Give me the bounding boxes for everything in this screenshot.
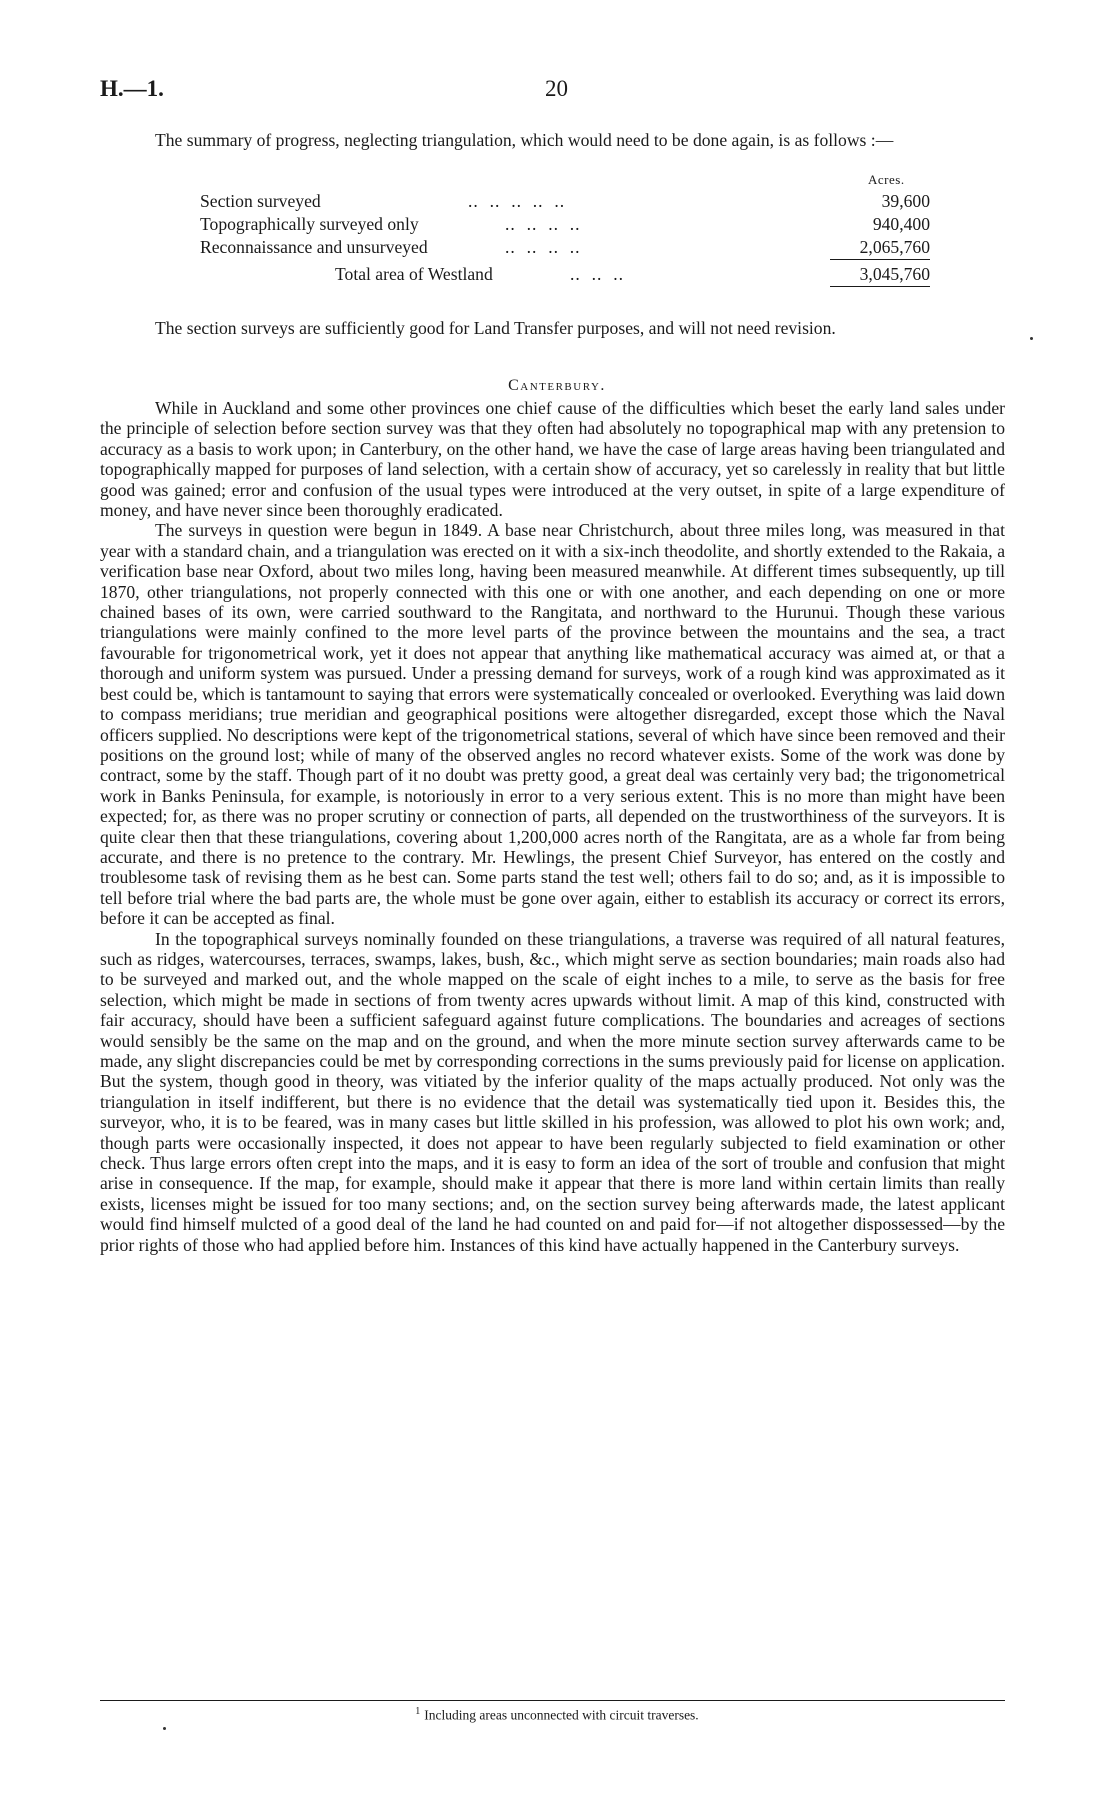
row-label: Reconnaissance and unsurveyed bbox=[200, 237, 428, 257]
total-row bbox=[200, 264, 930, 286]
row-value: 940,400 bbox=[872, 214, 930, 234]
page-number: 20 bbox=[545, 76, 568, 101]
summary-intro-text: The summary of progress, neglecting triangulation, which would need to be done again, is as follows :— bbox=[155, 130, 894, 150]
acres-column-header: Acres. bbox=[868, 172, 905, 187]
print-speck bbox=[1030, 337, 1033, 340]
paragraph: In the topographical surveys nominally founded on these triangulations, a traverse was required of all natural features, such as ridges, watercourses, terraces, swamps, lakes, bush, &c., which might serve as section boundaries; main roads also had to be surveyed and marked out, and the whole mapped on the scale of eight inches to a mile, to serve as the basis for free selection, which might be made in sections of from twenty acres upwards without limit. A map of this kind, constructed with fair accuracy, should have been a sufficient safeguard against future complications. The boundaries and acreages of sections would sensibly be the same on the map and on the ground, and when the more minute section survey afterwards came to be made, any slight discrepancies could be met by corresponding corrections in the sums previously paid for license on application. But the system, though good in theory, was vitiated by the inferior quality of the maps actually produced. Not only was the triangulation in itself indifferent, but there is no evidence that the detail was systematically tied upon it. Besides this, the surveyor, who, it is to be feared, was in many cases but little skilled in his profession, was allowed to plot his own work; and, though parts were occasionally inspected, it does not appear to have been regularly subjected to field examination or other check. Thus large errors often crept into the maps, and it is easy to form an idea of the sort of trouble and confusion that might arise in consequence. If the map, for example, should make it appear that there is more land within certain limits than really exists, licenses might be issued for too many sections; and, on the section survey being afterwards made, the latest applicant would find himself mulcted of a good deal of the land he had counted on and paid for—if not altogether dispossessed—by the prior rights of those who had applied before him. Instances of this kind have actually happened in the Canterbury surveys. bbox=[100, 928, 1005, 1255]
print-speck bbox=[163, 1727, 166, 1730]
leader-dots: .. .. .. bbox=[570, 264, 624, 284]
leader-dots: .. .. .. .. bbox=[505, 214, 581, 234]
summary-intro-paragraph bbox=[100, 130, 1005, 150]
total-value: 3,045,760 bbox=[859, 264, 930, 284]
section-heading: Canterbury. bbox=[508, 377, 606, 394]
row-value: 2,065,760 bbox=[859, 237, 930, 257]
paragraph: While in Auckland and some other provinces one chief cause of the difficulties which beset the early land sales under the principle of selection before section survey was that they often had absolutely no topographical map with any pretension to accuracy as a basis to work upon; in Canterbury, on the other hand, we have the case of large areas having been triangulated and topographically mapped for purposes of land selection, with a certain show of accuracy, yet so carelessly in reality that but little good was gained; error and confusion of the usual types were introduced at the very outset, in spite of a large expenditure of money, and have never since been thoroughly eradicated. bbox=[100, 398, 1005, 521]
row-value: 39,600 bbox=[881, 191, 930, 211]
section-surveys-paragraph bbox=[100, 318, 1005, 338]
footnote-text: Including areas unconnected with circuit traverses. bbox=[424, 1707, 699, 1723]
leader-dots: .. .. .. .. .. bbox=[468, 191, 566, 211]
footnote-rule bbox=[100, 1700, 1005, 1701]
table-row bbox=[200, 214, 930, 236]
parliamentary-paper-reference: H.—1. bbox=[100, 76, 164, 101]
table-row bbox=[200, 191, 930, 213]
total-label: Total area of Westland bbox=[335, 264, 493, 284]
subtotal-rule bbox=[830, 259, 930, 260]
row-label: Section surveyed bbox=[200, 191, 321, 211]
total-rule bbox=[830, 286, 930, 287]
paragraph: The surveys in question were begun in 1849. A base near Christchurch, about three miles long, was measured in that year with a standard chain, and a triangulation was erected on it with a six-inch theodolite, and shortly extended to the Rakaia, a verification base near Oxford, about two miles long, having been measured meanwhile. At different times subsequently, up till 1870, other triangulations, not properly connected with this one or with one another, and each depending on one or more chained bases of its own, were carried southward to the Rangitata, and northward to the Hurunui. Though these various triangulations were mainly confined to the more level parts of the province between the mountains and the sea, a tract favourable for trigonometrical work, yet it does not appear that anything like mathematical accuracy was aimed at, or that a thorough and uniform system was pursued. Under a pressing demand for surveys, work of a rough kind was approximated as it best could be, which is tantamount to saying that errors were systematically concealed or overlooked. Everything was laid down to compass meridians; true meridian and geographical positions were altogether disregarded, except those which the Naval officers supplied. No descriptions were kept of the trigonometrical stations, several of which have since been removed and their positions on the ground lost; while of many of the observed angles no record whatever exists. Some of the work was done by contract, some by the staff. Though part of it no doubt was pretty good, a great deal was certainly very bad; the trigonometrical work in Banks Peninsula, for example, is notoriously in error to a very serious extent. This is no more than might have been expected; for, as there was no proper scrutiny or connection of parts, all depended on the trustworthiness of the surveyors. It is quite clear then that these triangulations, covering about 1,200,000 acres north of the Rangitata, are as a whole far from being accurate, and there is no pretence to the contrary. Mr. Hewlings, the present Chief Surveyor, has entered on the costly and troublesome task of revising them as he best can. Some parts stand the test well; others fail to do so; and, as it is impossible to tell before trial where the bad parts are, the whole must be gone over again, either to establish its accuracy or correct its errors, before it can be accepted as final. bbox=[100, 520, 1005, 929]
footnote-mark: 1 bbox=[415, 1706, 421, 1717]
footnote bbox=[0, 1706, 1114, 1724]
leader-dots: .. .. .. .. bbox=[505, 237, 581, 257]
section-surveys-text: The section surveys are sufficiently good for Land Transfer purposes, and will not need revision. bbox=[155, 318, 836, 338]
row-label: Topographically surveyed only bbox=[200, 214, 419, 234]
main-text bbox=[100, 398, 1005, 1255]
table-row bbox=[200, 237, 930, 259]
